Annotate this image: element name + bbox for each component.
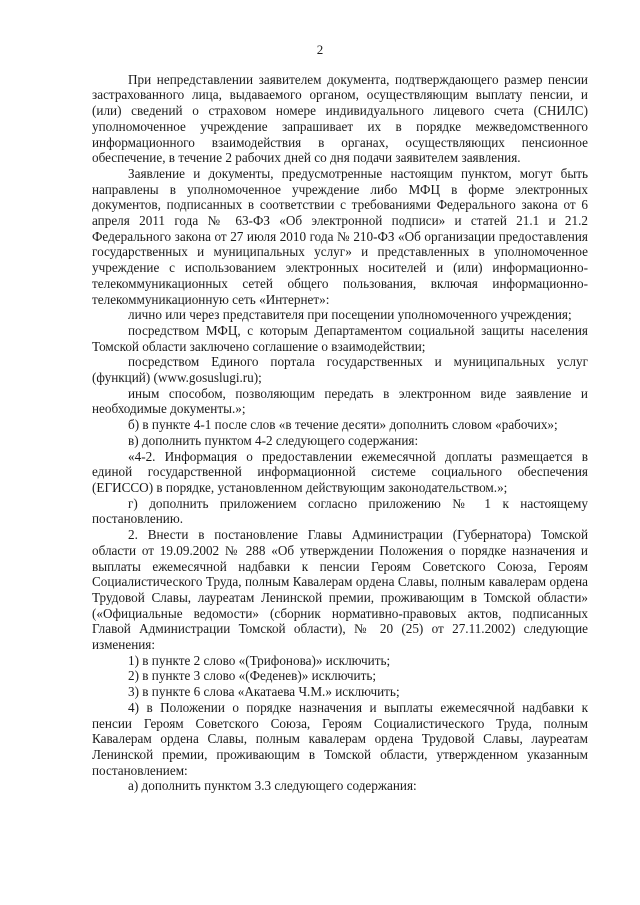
paragraph-item-g: г) дополнить приложением согласно приложению № 1 к настоящему постановлению. <box>92 495 588 527</box>
paragraph-item-b: б) в пункте 4-1 после слов «в течение десяти» дополнить словом «рабочих»; <box>128 417 558 433</box>
paragraph-item-a: а) дополнить пунктом 3.3 следующего содержания: <box>128 778 417 794</box>
paragraph-via-mfc: посредством МФЦ, с которым Департаментом социальной защиты населения Томской области заключено соглашение о взаимодействии; <box>92 322 588 354</box>
paragraph-other-method: иным способом, позволяющим передать в электронном виде заявление и необходимые документы.»; <box>92 385 588 417</box>
paragraph-section-2: 2. Внести в постановление Главы Администрации (Губернатора) Томской области от 19.09.2002 № 288 «Об утверждении Положения о порядке назначения и выплаты ежемесячной надбавки к пенсии Героям Советского Союза, Героям Социалистического Труда, полным Кавалерам ордена Славы, полным кавалерам ордена Трудовой Славы, лауреатам Ленинской премии, проживающим в Томской области» («Официальные ведомости» (сборник нормативно-правовых актов, подписанных Главой Администрации Томской области), № 20 (25) от 27.11.2002) следующие изменения: <box>92 527 588 653</box>
paragraph-change-2: 2) в пункте 3 слово «(Феденев)» исключить; <box>128 668 377 684</box>
paragraph-change-3: 3) в пункте 6 слова «Акатаева Ч.М.» исключить; <box>128 684 400 700</box>
paragraph-change-1: 1) в пункте 2 слово «(Трифонова)» исключить; <box>128 652 391 668</box>
page-number: 2 <box>316 42 324 57</box>
paragraph-change-4: 4) в Положении о порядке назначения и выплаты ежемесячной надбавки к пенсии Героям Советского Союза, Героям Социалистического Труда, полным Кавалерам ордена Славы, полным кавалерам ордена Трудовой Славы, лауреатам Ленинской премии, проживающим в Томской области, утвержденном указанным постановлением: <box>92 699 588 778</box>
paragraph-via-portal: посредством Единого портала государственных и муниципальных услуг (функций) (www.gosuslugi.ru); <box>92 354 588 386</box>
paragraph-point-4-2: «4-2. Информация о предоставлении ежемесячной доплаты размещается в единой государственной информационной системе социального обеспечения (ЕГИССО) в порядке, установленном действующим законодательством.»; <box>92 448 588 495</box>
paragraph-snils-request: При непредставлении заявителем документа, подтверждающего размер пенсии застрахованного лица, выдаваемого органом, осуществляющим выплату пенсии, и (или) сведений о страховом номере индивидуального лицевого счета (СНИЛС) уполномоченное учреждение запрашивает их в порядке межведомственного информационного взаимодействия в органах, осуществляющих пенсионное обеспечение, в течение 2 рабочих дней со дня подачи заявителем заявления. <box>92 71 588 166</box>
paragraph-electronic-documents: Заявление и документы, предусмотренные настоящим пунктом, могут быть направлены в уполномоченное учреждение либо МФЦ в форме электронных документов, подписанных в соответствии с требованиями Федерального закона от 6 апреля 2011 года № 63-ФЗ «Об электронной подписи» и статей 21.1 и 21.2 Федерального закона от 27 июля 2010 года № 210-ФЗ «Об организации предоставления государственных и муниципальных услуг» и представленных в уполномоченное учреждение с использованием электронных носителей и (или) информационно-телекоммуникационных сетей общего пользования, включая информационно-телекоммуникационную сеть «Интернет»: <box>92 165 588 307</box>
paragraph-in-person: лично или через представителя при посещении уполномоченного учреждения; <box>128 307 572 323</box>
paragraph-item-v: в) дополнить пунктом 4-2 следующего содержания: <box>128 432 419 448</box>
